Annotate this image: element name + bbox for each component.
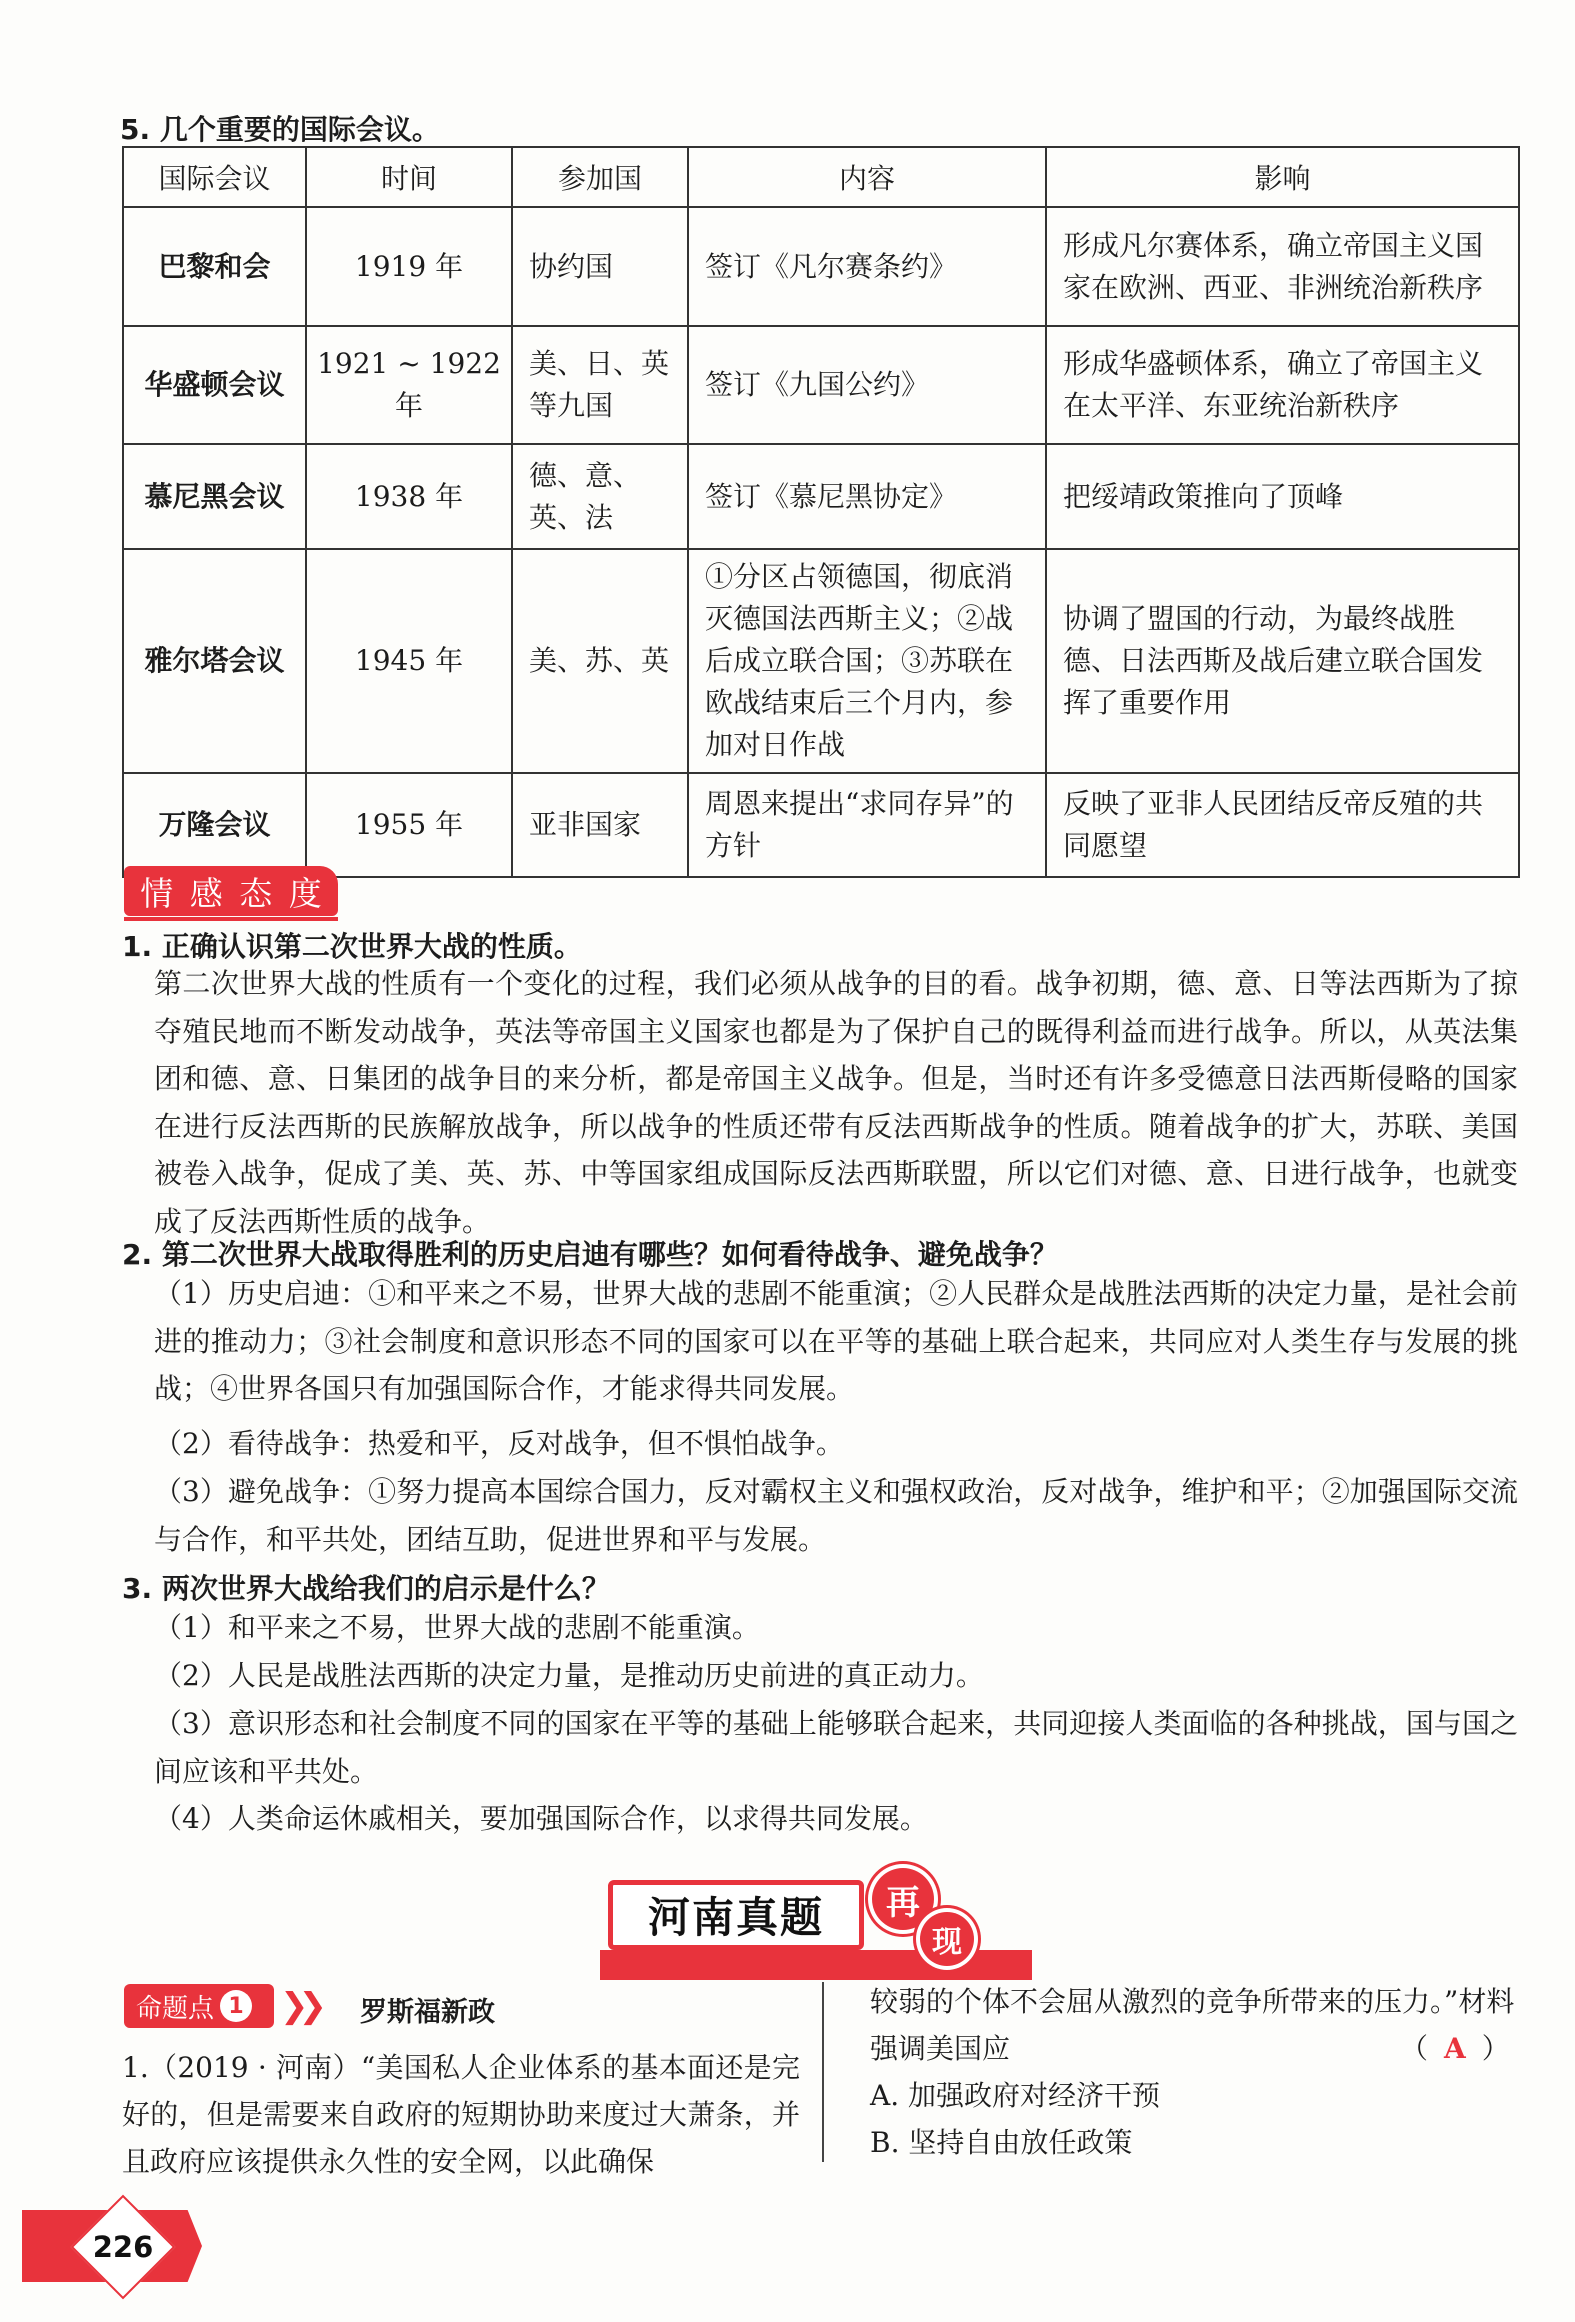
question-3-point-4: （4）人类命运休戚相关，要加强国际合作，以求得共同发展。 [154,1802,928,1835]
question-3-point-1: （1）和平来之不易，世界大战的悲剧不能重演。 [154,1611,760,1644]
cell-time: 1945 年 [306,549,512,773]
table-row [123,326,1519,444]
table-row [123,549,1519,773]
header-impact: 影响 [1046,147,1519,207]
proposition-topic: 罗斯福新政 [360,1997,495,2028]
table-row [123,207,1519,326]
cell-content: 签订《慕尼黑协定》 [688,444,1046,549]
page-number: 226 [92,2230,154,2264]
header-countries: 参加国 [512,147,688,207]
cell-countries: 美、日、英等九国 [512,326,688,444]
proposition-tag [124,1984,274,2028]
question-2-view-war: （2）看待战争：热爱和平，反对战争，但不惧怕战争。 [154,1427,844,1460]
table-row [123,773,1519,877]
table-header-row [123,147,1519,207]
badge-char: 态 [239,873,273,913]
cell-countries: 德、意、英、法 [512,444,688,549]
cell-content: ①分区占领德国，彻底消灭德国法西斯主义；②战后成立联合国；③苏联在欧战结束后三个月内，参加对日作战 [688,549,1046,773]
proposition-number: 1 [220,1990,252,2022]
cell-impact: 反映了亚非人民团结反帝反殖的共同愿望 [1046,773,1519,877]
cell-impact: 形成凡尔赛体系，确立帝国主义国家在欧洲、西亚、非洲统治新秩序 [1046,207,1519,326]
cell-name: 巴黎和会 [123,207,306,326]
cell-time: 1938 年 [306,444,512,549]
cell-time: 1919 年 [306,207,512,326]
answer-bracket: （ A ） [1400,2032,1510,2065]
table-row [123,444,1519,549]
question-2-history: （1）历史启迪：①和平来之不易，世界大战的悲剧不能重演；②人民群众是战胜法西斯的决定力量，是社会前进的推动力；③社会制度和意识形态不同的国家可以在平等的基础上联合起来，共同应对人类生存与发展的挑战；④世界各国只有加强国际合作，才能求得共同发展。 [154,1277,1518,1405]
question-1-title: 1. 正确认识第二次世界大战的性质。 [122,930,582,963]
cell-impact: 把绥靖政策推向了顶峰 [1046,444,1519,549]
cell-countries: 亚非国家 [512,773,688,877]
question-2-title: 2. 第二次世界大战取得胜利的历史启迪有哪些？如何看待战争、避免战争？ [122,1238,1058,1271]
cell-impact: 形成华盛顿体系，确立了帝国主义在太平洋、东亚统治新秩序 [1046,326,1519,444]
badge-char: 情 [140,873,174,913]
cell-name: 雅尔塔会议 [123,549,306,773]
cell-content: 签订《九国公约》 [688,326,1046,444]
exam-question-1-continued: 较弱的个体不会屈从激烈的竞争所带来的压力。”材料强调美国应 [870,1985,1515,2065]
cell-time: 1955 年 [306,773,512,877]
cell-countries: 协约国 [512,207,688,326]
header-content: 内容 [688,147,1046,207]
conference-table [122,146,1520,878]
question-3-title: 3. 两次世界大战给我们的启示是什么？ [122,1572,610,1605]
question-3-point-2: （2）人民是战胜法西斯的决定力量，是推动历史前进的真正动力。 [154,1659,984,1692]
question-2-avoid-war: （3）避免战争：①努力提高本国综合国力，反对霸权主义和强权政治，反对战争，维护和平；②加强国际交流与合作，和平共处，团结互助，促进世界和平与发展。 [154,1475,1518,1556]
double-chevron-right-icon: ❯❯ [280,1986,317,2026]
emotion-attitude-badge [124,866,338,916]
badge-char: 度 [288,873,322,913]
henan-exam-banner [608,1880,864,1950]
proposition-label: 命题点 [136,1993,215,2024]
exam-question-1-stem: 1.（2019 · 河南）“美国私人企业体系的基本面还是完好的，但是需要来自政府的短期协助来度过大萧条，并且政府应该提供永久性的安全网，以此确保 [122,2051,800,2178]
answer-value: A [1444,2032,1466,2065]
cell-time: 1921 ~ 1922 年 [306,326,512,444]
column-divider [822,1982,824,2162]
banner-title: 河南真题 [647,1893,824,1942]
badge-underline [124,917,338,921]
option-a: A. 加强政府对经济干预 [870,2079,1161,2112]
option-b: B. 坚持自由放任政策 [870,2126,1133,2159]
badge-char: 感 [189,873,223,913]
question-1-body: 第二次世界大战的性质有一个变化的过程，我们必须从战争的目的看。战争初期，德、意、日等法西斯为了掠夺殖民地而不断发动战争，英法等帝国主义国家也都是为了保护自己的既得利益而进行战争。所以，从英法集团和德、意、日集团的战争目的来分析，都是帝国主义战争。但是，当时还有许多受德意日法西斯侵略的国家在进行反法西斯的民族解放战争，所以战争的性质还带有反法西斯战争的性质。随着战争的扩大，苏联、美国被卷入战争，促成了美、英、苏、中等国家组成国际反法西斯联盟，所以它们对德、意、日进行战争，也就变成了反法西斯性质的战争。 [154,967,1518,1238]
cell-content: 签订《凡尔赛条约》 [688,207,1046,326]
cell-name: 万隆会议 [123,773,306,877]
header-time: 时间 [306,147,512,207]
banner-char-xian: 现 [920,1912,974,1966]
question-3-point-3: （3）意识形态和社会制度不同的国家在平等的基础上能够联合起来，共同迎接人类面临的各种挑战，国与国之间应该和平共处。 [154,1707,1518,1788]
cell-name: 华盛顿会议 [123,326,306,444]
cell-content: 周恩来提出“求同存异”的方针 [688,773,1046,877]
header-conference: 国际会议 [123,147,306,207]
banner-char-zai: 再 [872,1868,934,1930]
cell-impact: 协调了盟国的行动，为最终战胜德、日法西斯及战后建立联合国发挥了重要作用 [1046,549,1519,773]
section-title: 5. 几个重要的国际会议。 [120,113,440,146]
cell-countries: 美、苏、英 [512,549,688,773]
cell-name: 慕尼黑会议 [123,444,306,549]
